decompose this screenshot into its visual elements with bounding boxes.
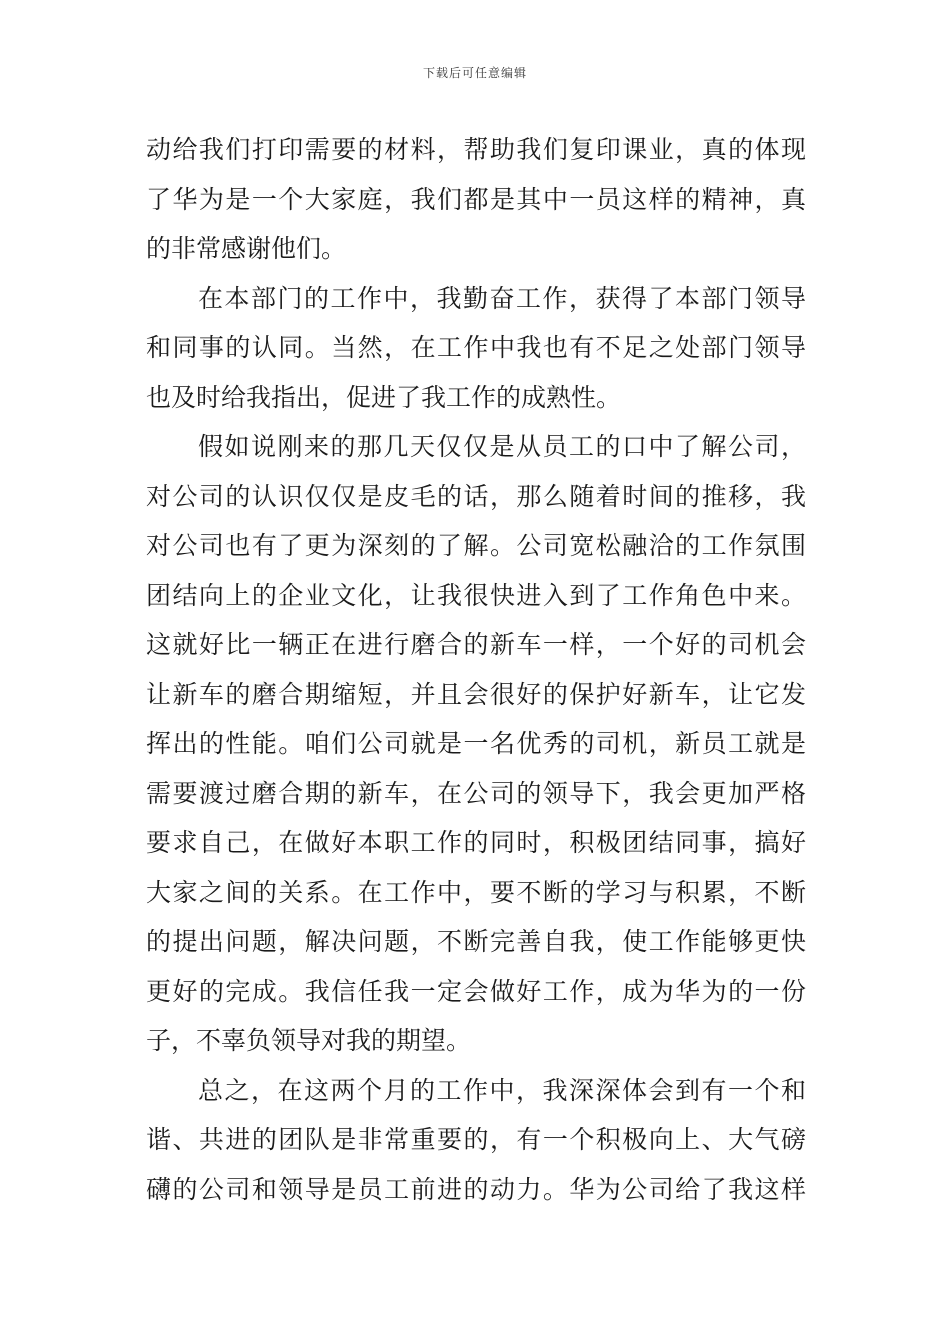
text-line: 礴的公司和领导是员工前进的动力。华为公司给了我这样 [146,1174,806,1204]
text-line: 对公司的认识仅仅是皮毛的话，那么随着时间的推移，我 [146,481,806,511]
text-line: 对公司也有了更为深刻的了解。公司宽松融洽的工作氛围 [146,531,806,560]
text-line: 这就好比一辆正在进行磨合的新车一样，一个好的司机会 [146,630,806,659]
text-line: 团结向上的企业文化，让我很快进入到了工作角色中来。 [146,580,806,610]
text-line: 谐、共进的团队是非常重要的，有一个积极向上、大气磅 [146,1125,806,1154]
text-line: 更好的完成。我信任我一定会做好工作，成为华为的一份 [146,976,806,1006]
paragraph-first-line: 总之，在这两个月的工作中，我深深体会到有一个和 [198,1075,806,1105]
text-line: 的提出问题，解决问题，不断完善自我，使工作能够更快 [146,927,806,956]
text-line: 动给我们打印需要的材料，帮助我们复印课业，真的体现 [146,135,806,164]
document-body [146,125,806,1214]
text-line: 需要渡过磨合期的新车，在公司的领导下，我会更加严格 [146,778,806,808]
text-line: 和同事的认同。当然，在工作中我也有不足之处部门领导 [146,333,806,362]
text-line: 让新车的磨合期缩短，并且会很好的保护好新车，让它发 [146,679,806,709]
page-header-note: 下载后可任意编辑 [422,66,527,80]
text-line: 也及时给我指出，促进了我工作的成熟性。 [146,382,622,412]
text-line: 大家之间的关系。在工作中，要不断的学习与积累，不断 [146,877,806,907]
paragraph-first-line: 假如说刚来的那几天仅仅是从员工的口中了解公司， [198,432,806,461]
paragraph-first-line: 在本部门的工作中，我勤奋工作，获得了本部门领导 [198,283,806,313]
text-line: 要求自己，在做好本职工作的同时，积极团结同事，搞好 [146,828,806,857]
text-line: 的非常感谢他们。 [146,234,347,263]
text-line: 挥出的性能。咱们公司就是一名优秀的司机，新员工就是 [146,729,806,758]
text-line: 了华为是一个大家庭，我们都是其中一员这样的精神，真 [146,184,806,214]
text-line: 子，不辜负领导对我的期望。 [146,1026,472,1055]
